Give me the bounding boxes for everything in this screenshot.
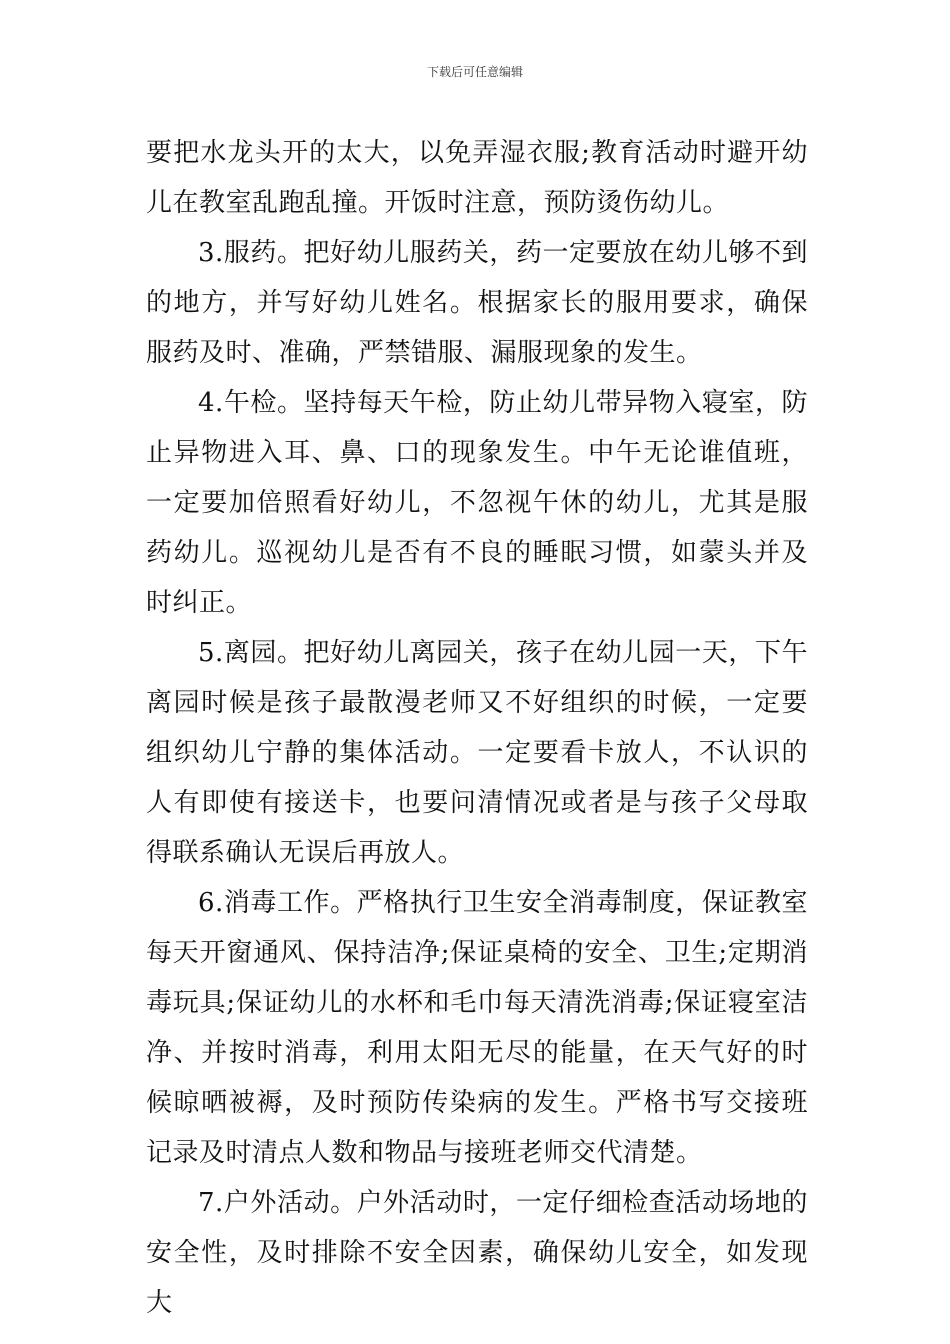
paragraph-noon-check: 4.午检。坚持每天午检，防止幼儿带异物入寝室，防止异物进入耳、鼻、口的现象发生。中午无论谁值班，一定要加倍照看好幼儿，不忽视午休的幼儿，尤其是服药幼儿。巡视幼儿是否有不良的睡眠习惯，如蒙头并及时纠正。 — [146, 388, 808, 618]
paragraph-medication: 3.服药。把好幼儿服药关，药一定要放在幼儿够不到的地方，并写好幼儿姓名。根据家长的服用要求，确保服药及时、准确，严禁错服、漏服现象的发生。 — [146, 238, 808, 368]
paragraph-disinfection: 6.消毒工作。严格执行卫生安全消毒制度，保证教室每天开窗通风、保持洁净;保证桌椅的安全、卫生;定期消毒玩具;保证幼儿的水杯和毛巾每天清洗消毒;保证寝室洁净、并按时消毒，利用太阳无尽的能量，在天气好的时候晾晒被褥，及时预防传染病的发生。严格书写交接班记录及时清点人数和物品与接班老师交代清楚。 — [146, 888, 808, 1168]
page-header: 下载后可任意编辑 — [426, 65, 523, 79]
paragraph-leaving: 5.离园。把好幼儿离园关，孩子在幼儿园一天，下午离园时候是孩子最散漫老师又不好组织的时候，一定要组织幼儿宁静的集体活动。一定要看卡放人，不认识的人有即使有接送卡，也要问清情况或者是与孩子父母取得联系确认无误后再放人。 — [146, 638, 808, 868]
paragraph-continued: 要把水龙头开的太大，以免弄湿衣服;教育活动时避开幼儿在教室乱跑乱撞。开饭时注意，预防烫伤幼儿。 — [146, 138, 808, 218]
document-body — [146, 128, 808, 1328]
paragraph-outdoor-activity: 7.户外活动。户外活动时，一定仔细检查活动场地的安全性，及时排除不安全因素，确保幼儿安全，如发现大 — [146, 1188, 808, 1318]
